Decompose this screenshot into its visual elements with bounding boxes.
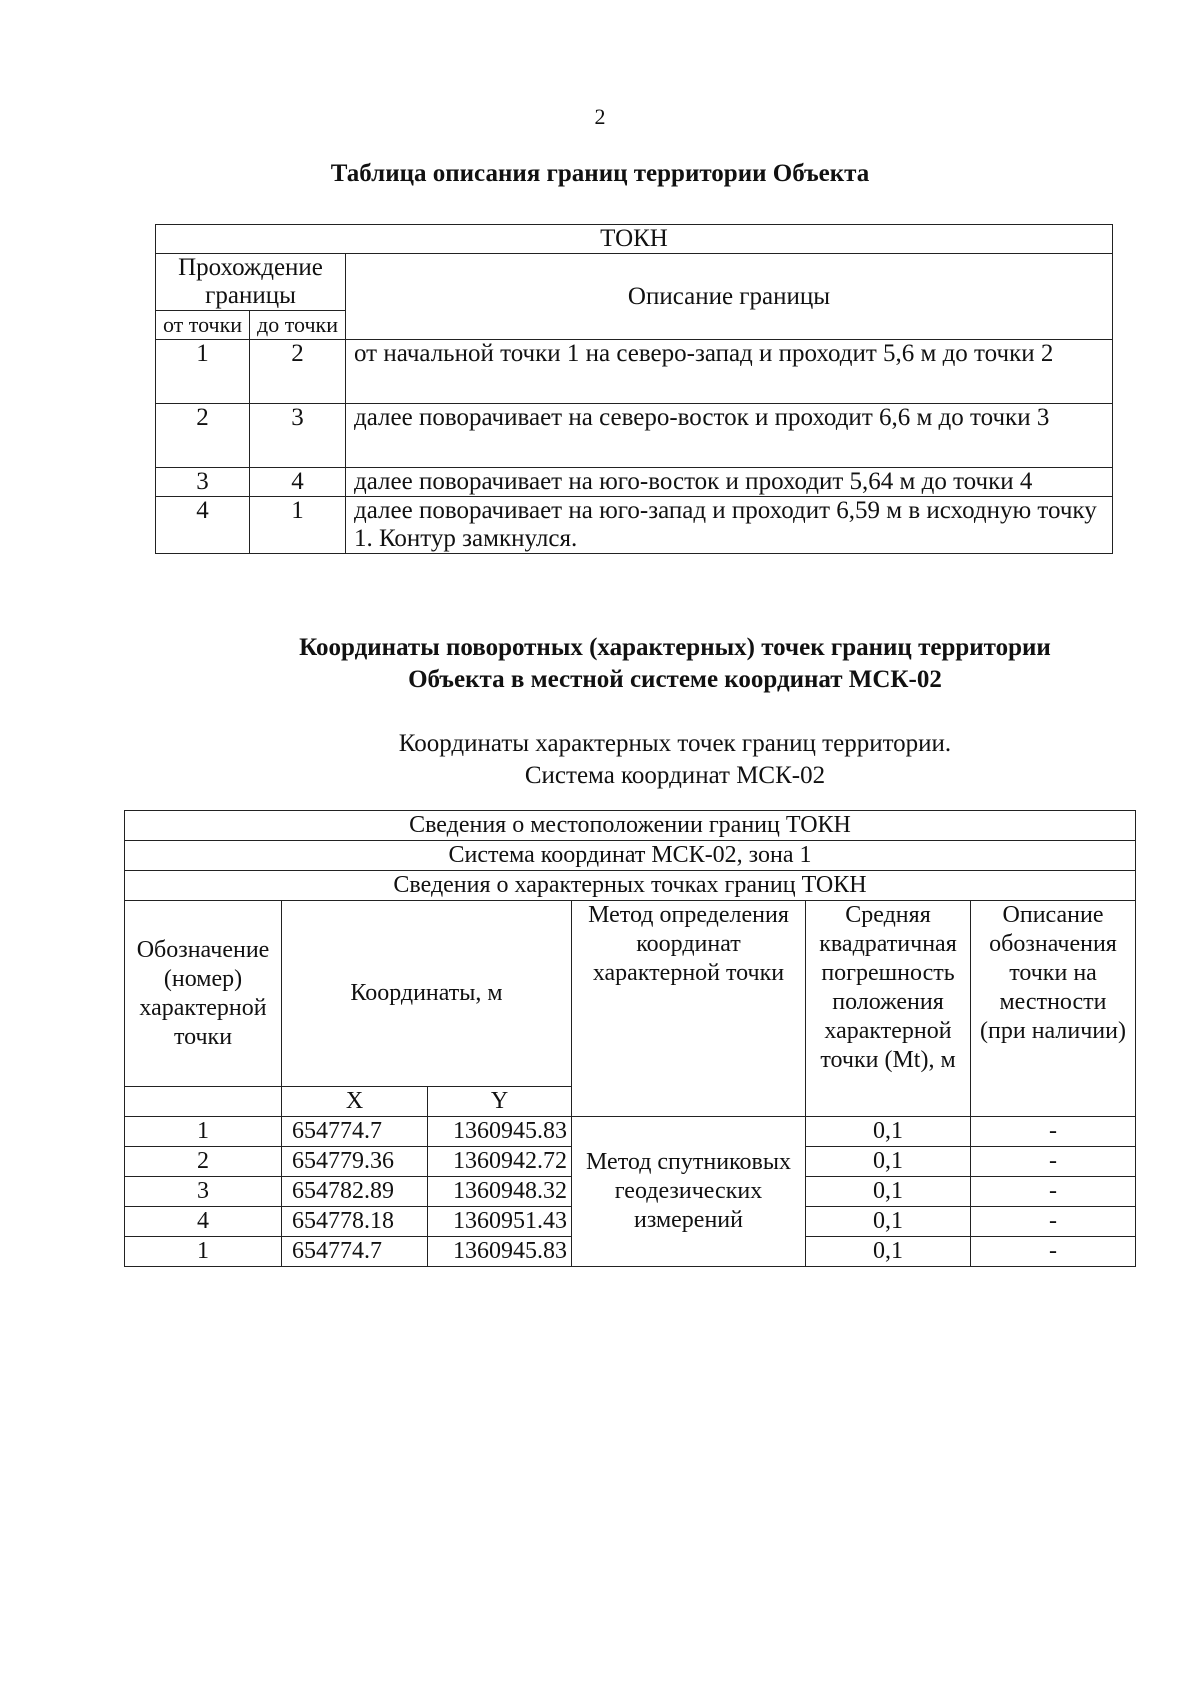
- row-description: далее поворачивает на юго-запад и проходит 6,59 м в исходную точку 1. Контур замкнулся.: [346, 497, 1113, 554]
- row-to: 4: [250, 468, 346, 497]
- empty-cell: [125, 1087, 282, 1117]
- header-passage: Прохождение границы: [156, 254, 346, 311]
- coord-x: 654779.36: [282, 1147, 428, 1177]
- row-description: далее поворачивает на юго-восток и проходит 5,64 м до точки 4: [346, 468, 1113, 497]
- col-x-header: X: [282, 1087, 428, 1117]
- page-number: 2: [594, 104, 606, 129]
- boundary-description-table: [155, 224, 1113, 554]
- table-row: [156, 497, 1113, 554]
- coord-y: 1360951.43: [428, 1207, 572, 1237]
- coordinates-title-line1: Координаты поворотных (характерных) точек границ территории: [299, 634, 1051, 661]
- table-row: [125, 1117, 1136, 1147]
- table-row: [156, 340, 1113, 404]
- coord-y: 1360948.32: [428, 1177, 572, 1207]
- row-to: 3: [250, 404, 346, 468]
- method-value: Метод спутниковых геодезических измерений: [572, 1117, 806, 1267]
- error-value: 0,1: [806, 1177, 971, 1207]
- col-location-header: Описание обозначения точки на местности (при наличии): [971, 901, 1136, 1117]
- col-point-header: Обозначение (номер) характерной точки: [125, 901, 282, 1087]
- coordinates-title: [0, 632, 1200, 696]
- header-from: от точки: [156, 311, 250, 340]
- row-from: 3: [156, 468, 250, 497]
- coordinates-subtitle: [0, 728, 1200, 792]
- col-method-header: Метод определения координат характерной точки: [572, 901, 806, 1117]
- row-to: 2: [250, 340, 346, 404]
- coord-x: 654774.7: [282, 1117, 428, 1147]
- location-value: -: [971, 1237, 1136, 1267]
- coordinates-subtitle-line2: Система координат МСК-02: [524, 762, 826, 789]
- header-to: до точки: [250, 311, 346, 340]
- object-name: ТОКН: [156, 225, 1113, 254]
- coord-y: 1360945.83: [428, 1117, 572, 1147]
- row-from: 4: [156, 497, 250, 554]
- error-value: 0,1: [806, 1147, 971, 1177]
- table-row: [156, 404, 1113, 468]
- table-row: [156, 468, 1113, 497]
- location-value: -: [971, 1117, 1136, 1147]
- coord-y: 1360945.83: [428, 1237, 572, 1267]
- row-description: от начальной точки 1 на северо-запад и проходит 5,6 м до точки 2: [346, 340, 1113, 404]
- coord-y: 1360942.72: [428, 1147, 572, 1177]
- row-to: 1: [250, 497, 346, 554]
- coordinates-title-line2: Объекта в местной системе координат МСК-02: [408, 666, 942, 693]
- error-value: 0,1: [806, 1207, 971, 1237]
- header-description: Описание границы: [346, 254, 1113, 340]
- error-value: 0,1: [806, 1117, 971, 1147]
- row-description: далее поворачивает на северо-восток и проходит 6,6 м до точки 3: [346, 404, 1113, 468]
- point-number: 3: [125, 1177, 282, 1207]
- point-number: 1: [125, 1237, 282, 1267]
- point-number: 1: [125, 1117, 282, 1147]
- point-number: 2: [125, 1147, 282, 1177]
- header-location-info: Сведения о местоположении границ ТОКН: [125, 811, 1136, 841]
- header-coordinate-system: Система координат МСК-02, зона 1: [125, 841, 1136, 871]
- col-coords-header: Координаты, м: [282, 901, 572, 1087]
- header-points-info: Сведения о характерных точках границ ТОКН: [125, 871, 1136, 901]
- coordinates-subtitle-line1: Координаты характерных точек границ территории.: [398, 730, 952, 757]
- boundary-table-title: Таблица описания границ территории Объекта: [330, 160, 870, 187]
- point-number: 4: [125, 1207, 282, 1237]
- col-y-header: Y: [428, 1087, 572, 1117]
- coord-x: 654778.18: [282, 1207, 428, 1237]
- row-from: 1: [156, 340, 250, 404]
- coord-x: 654782.89: [282, 1177, 428, 1207]
- coordinates-table: [124, 810, 1136, 1267]
- location-value: -: [971, 1207, 1136, 1237]
- location-value: -: [971, 1147, 1136, 1177]
- coord-x: 654774.7: [282, 1237, 428, 1267]
- row-from: 2: [156, 404, 250, 468]
- error-value: 0,1: [806, 1237, 971, 1267]
- location-value: -: [971, 1177, 1136, 1207]
- col-error-header: Средняя квадратичная погрешность положения характерной точки (Mt), м: [806, 901, 971, 1117]
